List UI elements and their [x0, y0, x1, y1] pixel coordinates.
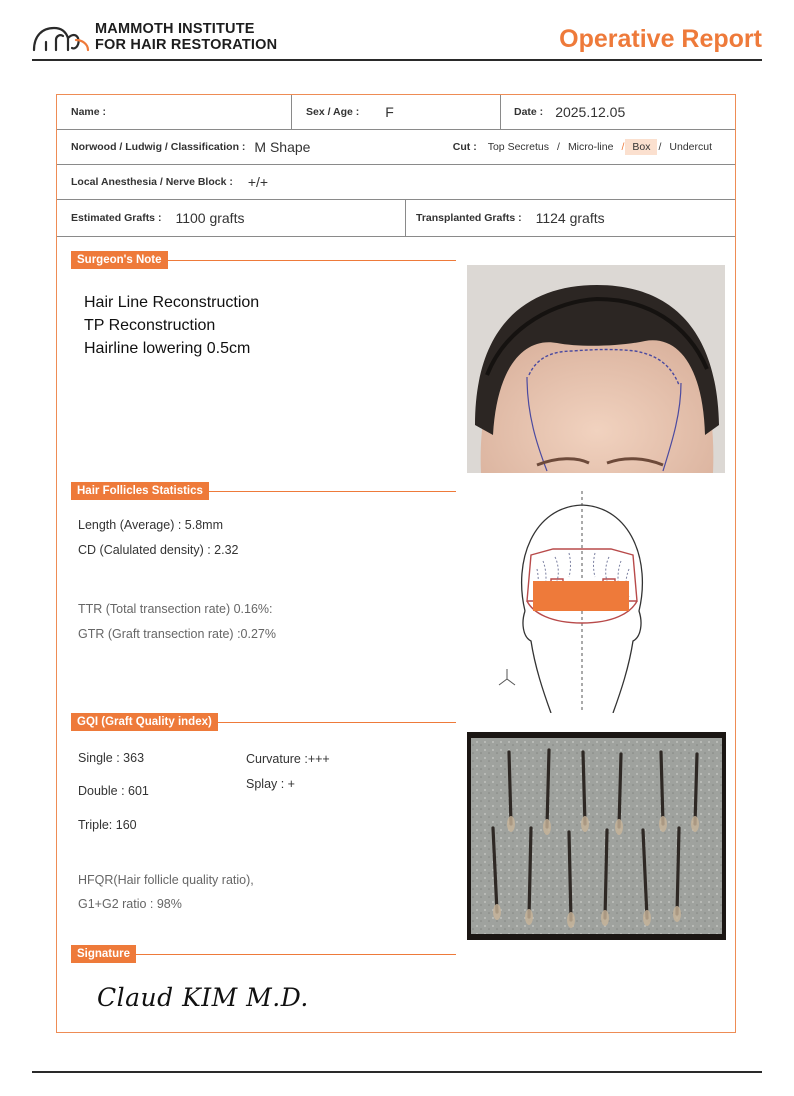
transplanted-grafts-label: Transplanted Grafts : [416, 212, 522, 224]
report-form [56, 94, 736, 1033]
statistics-title: Hair Follicles Statistics [71, 482, 209, 500]
transplanted-grafts-value: 1124 grafts [535, 210, 605, 226]
cut-option-undercut: Undercut [669, 141, 712, 153]
graft-photo-icon [467, 732, 726, 940]
date-value: 2025.12.05 [555, 104, 626, 120]
cut-option-box-selected: Box [625, 139, 657, 155]
statistics-heading [71, 482, 456, 500]
anesthesia-row [57, 165, 735, 200]
name-label: Name : [71, 106, 107, 118]
sex-age-label: Sex / Age : [306, 106, 360, 118]
anesthesia-field [71, 165, 471, 199]
signature-title: Signature [71, 945, 136, 963]
footer-divider [32, 1071, 762, 1073]
cut-options [453, 130, 719, 164]
header-divider [32, 59, 762, 61]
signature-heading [71, 945, 456, 963]
cut-separator: / [658, 141, 662, 153]
surgeon-signature: Claud KIM M.D. [97, 983, 309, 1012]
triple-grafts: Triple: 160 [78, 818, 137, 832]
surgeon-note-line: Hair Line Reconstruction [84, 294, 260, 311]
single-grafts: Single : 363 [78, 751, 145, 765]
anesthesia-label: Local Anesthesia / Nerve Block : [71, 176, 233, 188]
report-header [32, 16, 762, 62]
gqi-heading [71, 713, 456, 731]
institute-name [95, 21, 277, 53]
classification-label: Norwood / Ludwig / Classification : [71, 141, 246, 153]
gqi-title: GQI (Graft Quality index) [71, 713, 218, 731]
cut-option-micro-line: Micro-line [567, 141, 614, 153]
surgeon-note-line: TP Reconstruction [84, 317, 216, 334]
scalp-diagram-icon [493, 491, 671, 713]
estimated-grafts-field [71, 200, 405, 236]
surgeon-note-heading [71, 251, 456, 269]
forehead-photo [467, 265, 725, 473]
sex-age-value: F [385, 104, 394, 120]
double-grafts: Double : 601 [78, 784, 149, 798]
graft-transection-rate: GTR (Graft transection rate) :0.27% [78, 627, 276, 641]
g1-g2-ratio: G1+G2 ratio : 98% [78, 897, 182, 911]
total-transection-rate: TTR (Total transection rate) 0.16%: [78, 602, 273, 616]
estimated-grafts-label: Estimated Grafts : [71, 212, 162, 224]
cut-label: Cut : [452, 141, 477, 153]
grafts-row [57, 200, 735, 237]
classification-row [57, 130, 735, 165]
calculated-density: CD (Calulated density) : 2.32 [78, 543, 239, 557]
surgeon-note-title: Surgeon's Note [71, 251, 168, 269]
estimated-grafts-value: 1100 grafts [175, 210, 245, 226]
date-label: Date : [514, 106, 544, 118]
curvature: Curvature :+++ [246, 752, 330, 766]
report-title: Operative Report [559, 25, 762, 53]
classification-value: M Shape [254, 139, 311, 155]
length-average: Length (Average) : 5.8mm [78, 518, 223, 532]
transplanted-grafts-field [405, 200, 735, 236]
anesthesia-value: +/+ [247, 174, 269, 190]
mammoth-logo-icon [32, 20, 92, 54]
cut-option-top-secretus: Top Secretus [487, 141, 550, 153]
institute-name-line2: FOR HAIR RESTORATION [95, 37, 278, 53]
surgeon-note-line: Hairline lowering 0.5cm [84, 340, 251, 357]
date-field [500, 95, 735, 129]
forehead-photo-icon [467, 265, 725, 473]
classification-field [71, 130, 451, 164]
sex-age-field [291, 95, 500, 129]
institute-name-line1: MAMMOTH INSTITUTE [95, 21, 255, 37]
graft-photo [467, 732, 726, 940]
cut-separator: / [621, 141, 625, 153]
hfqr-label: HFQR(Hair follicle quality ratio), [78, 873, 254, 887]
patient-info-row [57, 95, 735, 130]
cut-separator: / [557, 141, 560, 153]
splay: Splay : + [246, 777, 295, 791]
name-field [71, 95, 291, 129]
